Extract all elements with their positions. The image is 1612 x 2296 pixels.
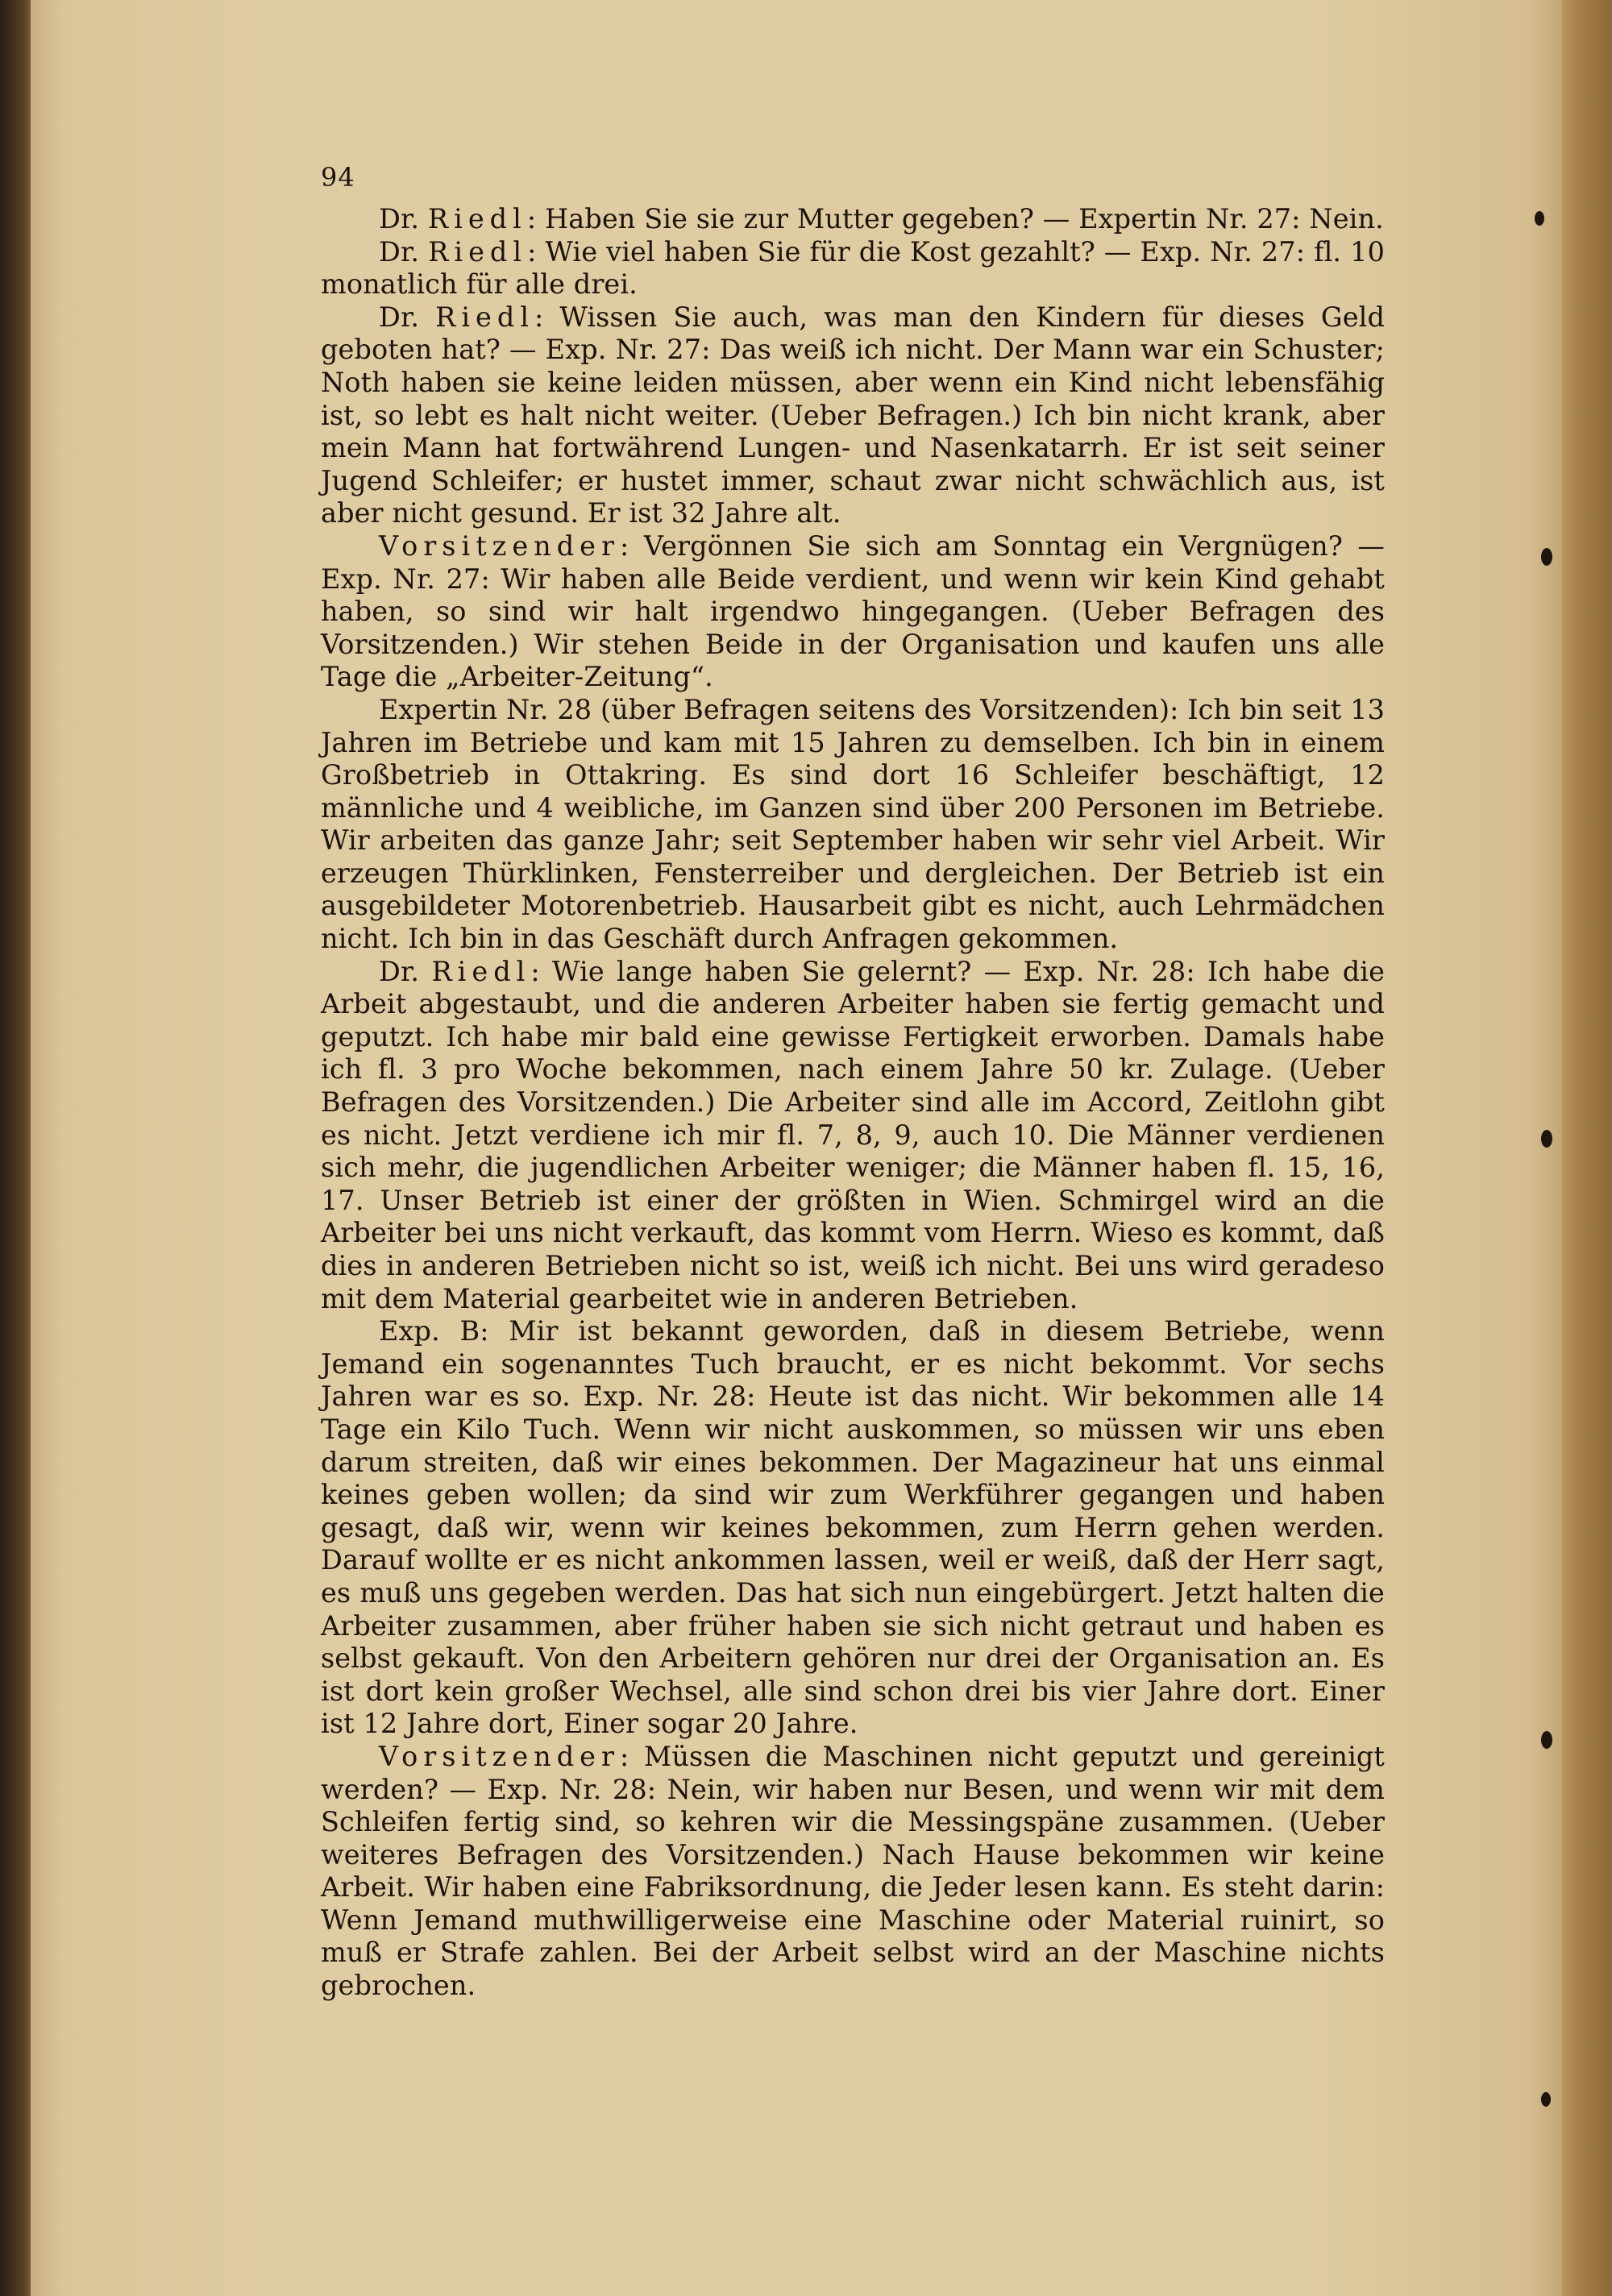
paragraph	[321, 301, 1385, 530]
paragraph	[321, 236, 1385, 301]
speaker-name: Vorsitzender	[379, 529, 621, 562]
text-run: : Wie viel haben Sie für die Kost gezahlt? — Exp. Nr. 27: fl. 10 monatlich für alle drei.	[321, 235, 1385, 301]
paragraph	[321, 1315, 1385, 1741]
speaker-name: Riedl	[427, 203, 527, 235]
edge-tab-mark	[1541, 1731, 1552, 1749]
speaker-name: Riedl	[428, 235, 528, 268]
text-run: Expertin Nr. 28 (über Befragen seitens des Vorsitzenden): Ich bin seit 13 Jahren im Betriebe und kam mit 15 Jahren zu demselben. Ich bin in einem Großbetrieb in Ottakring. Es sind dort 16 Schleifer beschäftigt, 12 männliche und 4 weibliche, im Ganzen sind über 200 Personen im Betriebe. Wir arbeiten das ganze Jahr; seit September haben wir sehr viel Arbeit. Wir erzeugen Thürklinken, Fensterreiber und dergleichen. Der Betrieb ist ein ausgebildeter Motorenbetrieb. Hausarbeit gibt es nicht, auch Lehrmädchen nicht. Ich bin in das Geschäft durch Anfragen gekommen.	[321, 693, 1385, 955]
text-run: Dr.	[379, 203, 428, 235]
speaker-name: Riedl	[431, 955, 531, 987]
paragraph	[321, 956, 1385, 1316]
paragraph	[321, 203, 1385, 236]
text-run: Dr.	[379, 301, 436, 333]
text-run: : Müssen die Maschinen nicht geputzt und gereinigt werden? — Exp. Nr. 28: Nein, wir haben nur Besen, und wenn wir mit dem Schleifen fertig sind, so kehren wir die Messingspäne zusammen. (Ueber weiteres Befragen des Vorsitzenden.) Nach Hause bekommen wir keine Arbeit. Wir haben eine Fabriksordnung, die Jeder lesen kann. Es steht darin: Wenn Jemand muthwilligerweise eine Maschine oder Material ruinirt, so muß er Strafe zahlen. Bei der Arbeit selbst wird an der Maschine nichts gebrochen.	[321, 1740, 1385, 2002]
text-run: Exp. B: Mir ist bekannt geworden, daß in diesem Betriebe, wenn Jemand ein sogenanntes Tuch braucht, er es nicht bekommt. Vor sechs Jahren war es so. Exp. Nr. 28: Heute ist das nicht. Wir bekommen alle 14 Tage ein Kilo Tuch. Wenn wir nicht auskommen, so müssen wir uns eben darum streiten, daß wir eines bekommen. Der Magazineur hat uns einmal keines geben wollen; da sind wir zum Werkführer gegangen und haben gesagt, daß wir, wenn wir keines bekommen, zum Herrn gehen werden. Darauf wollte er es nicht ankommen lassen, weil er weiß, daß der Herr sagt, es muß uns gegeben werden. Das hat sich nun eingebürgert. Jetzt halten die Arbeiter zusammen, aber früher haben sie sich nicht getraut und haben es selbst gekauft. Von den Arbeitern gehören nur drei der Organisation an. Es ist dort kein großer Wechsel, alle sind schon drei bis vier Jahre dort. Einer ist 12 Jahre dort, Einer sogar 20 Jahre.	[321, 1315, 1385, 1740]
book-gutter	[0, 0, 31, 2296]
edge-tab-mark	[1541, 2092, 1551, 2107]
paragraph	[321, 1741, 1385, 2003]
paragraph-list	[321, 203, 1385, 2003]
speaker-name: Vorsitzender	[379, 1740, 621, 1772]
text-run: Dr.	[379, 235, 429, 268]
edge-tab-mark	[1535, 211, 1544, 226]
edge-tab-mark	[1541, 1130, 1552, 1148]
text-run: : Wissen Sie auch, was man den Kindern für dieses Geld geboten hat? — Exp. Nr. 27: Das weiß ich nicht. Der Mann war ein Schuster; Noth haben sie keine leiden müssen, aber wenn ein Kind nicht lebensfähig ist, so lebt es halt nicht weiter. (Ueber Befragen.) Ich bin nicht krank, aber mein Mann hat fortwährend Lungen- und Nasenkatarrh. Er ist seit seiner Jugend Schleifer; er hustet immer, schaut zwar nicht schwächlich aus, ist aber nicht gesund. Er ist 32 Jahre alt.	[321, 301, 1385, 529]
text-run: : Haben Sie sie zur Mutter gegeben? — Expertin Nr. 27: Nein.	[526, 203, 1384, 235]
page-number: 94	[321, 162, 355, 193]
text-run: : Wie lange haben Sie gelernt? — Exp. Nr. 28: Ich habe die Arbeit abgestaubt, und die anderen Arbeiter haben sie fertig gemacht und geputzt. Ich habe mir bald eine gewisse Fertigkeit erworben. Damals habe ich fl. 3 pro Woche bekommen, nach einem Jahre 50 kr. Zulage. (Ueber Befragen des Vorsitzenden.) Die Arbeiter sind alle im Accord, Zeitlohn gibt es nicht. Jetzt verdiene ich mir fl. 7, 8, 9, auch 10. Die Männer verdienen sich mehr, die jugendlichen Arbeiter weniger; die Männer haben fl. 15, 16, 17. Unser Betrieb ist einer der größten in Wien. Schmirgel wird an die Arbeiter bei uns nicht verkauft, das kommt vom Herrn. Wieso es kommt, daß dies in anderen Betrieben nicht so ist, weiß ich nicht. Bei uns wird geradeso mit dem Material gearbeitet wie in anderen Betrieben.	[321, 955, 1386, 1314]
edge-tab-mark	[1541, 548, 1552, 566]
document-text	[321, 161, 1385, 2003]
text-run: Dr.	[379, 955, 432, 987]
page-edge	[1562, 0, 1612, 2296]
paragraph	[321, 530, 1385, 694]
speaker-name: Riedl	[435, 301, 535, 333]
text-run: : Vergönnen Sie sich am Sonntag ein Vergnügen? — Exp. Nr. 27: Wir haben alle Beide verdient, und wenn wir kein Kind gehabt haben, so sind wir halt irgendwo hingegangen. (Ueber Befragen des Vorsitzenden.) Wir stehen Beide in der Organisation und kaufen uns alle Tage die „Arbeiter-Zeitung“.	[321, 529, 1385, 693]
paragraph	[321, 694, 1385, 956]
